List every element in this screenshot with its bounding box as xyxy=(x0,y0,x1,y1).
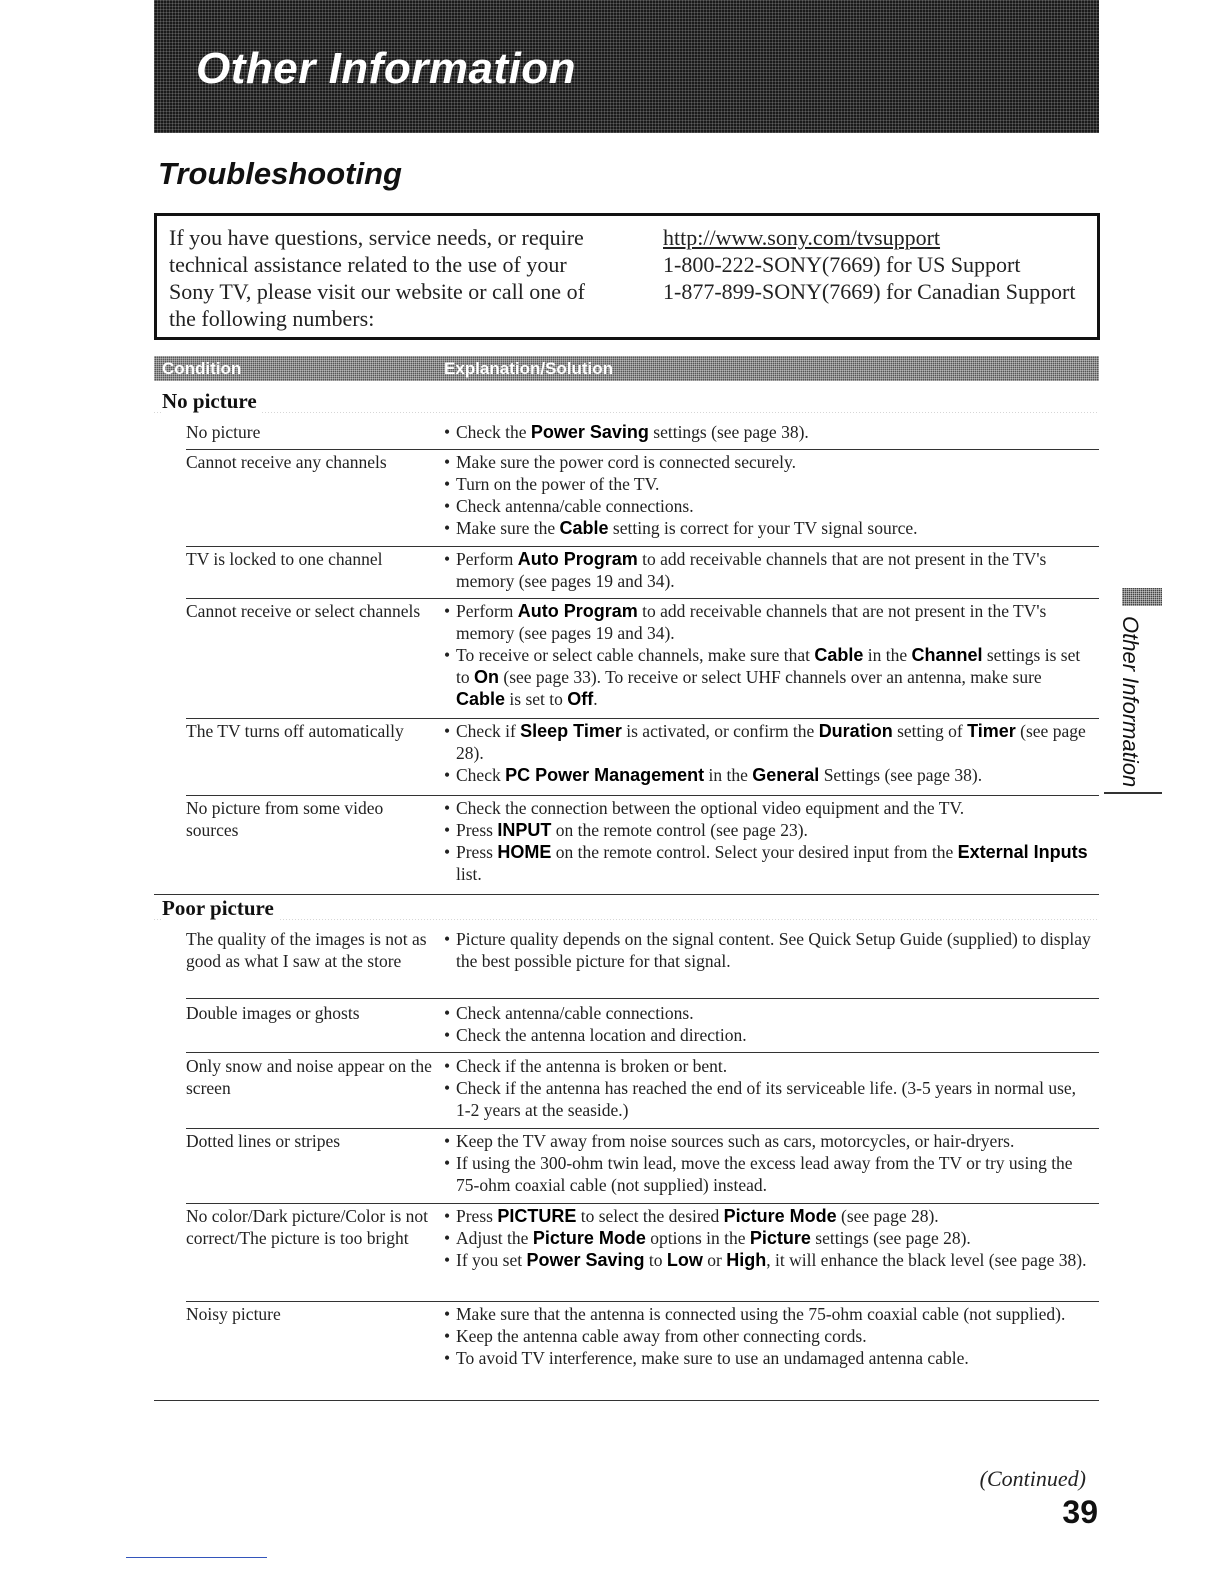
solution-cell xyxy=(442,548,1092,592)
solution-bullet: • Check if the antenna has reached the end of its serviceable life. (3-5 years in normal use, 1-2 years at the seaside.) xyxy=(442,1077,1092,1121)
table-row xyxy=(186,928,1099,999)
solution-bullet: • Make sure the power cord is connected securely. xyxy=(442,451,1092,473)
condition-cell: The TV turns off automatically xyxy=(186,721,404,741)
solution-cell xyxy=(442,1055,1092,1121)
solution-bullet: • Perform Auto Program to add receivable channels that are not present in the TV's memory (see pages 19 and 34). xyxy=(442,548,1092,592)
solution-bullet: • Check the connection between the optional video equipment and the TV. xyxy=(442,797,1092,819)
solution-bullet: • Check antenna/cable connections. xyxy=(442,1002,1092,1024)
category-row xyxy=(154,894,1099,920)
solution-bullet: • To avoid TV interference, make sure to use an undamaged antenna cable. xyxy=(442,1347,1092,1369)
banner-title: Other Information xyxy=(196,44,577,93)
support-intro-line: If you have questions, service needs, or require xyxy=(169,225,584,250)
table-row xyxy=(186,797,1099,892)
side-tab-text: Other Information xyxy=(1118,616,1143,788)
category-label: No picture xyxy=(162,389,261,414)
condition-column-header: Condition xyxy=(162,359,242,378)
solution-cell xyxy=(442,600,1092,710)
condition-cell: No color/Dark picture/Color is not correct/The picture is too bright xyxy=(186,1206,429,1248)
solution-bullet: • Check antenna/cable connections. xyxy=(442,495,1092,517)
table-row xyxy=(186,720,1099,796)
support-intro xyxy=(169,224,629,332)
support-intro-line: the following numbers: xyxy=(169,306,375,331)
table-row xyxy=(186,1130,1099,1204)
table-row xyxy=(186,1205,1099,1302)
solution-bullet: • Make sure that the antenna is connected using the 75-ohm coaxial cable (not supplied). xyxy=(442,1303,1092,1325)
support-intro-line: technical assistance related to the use of your xyxy=(169,252,567,277)
section-rule xyxy=(154,1400,1099,1401)
condition-cell: Only snow and noise appear on the screen xyxy=(186,1056,432,1098)
category-row xyxy=(154,387,1099,413)
support-intro-line: Sony TV, please visit our website or call one of xyxy=(169,279,585,304)
condition-cell: Dotted lines or stripes xyxy=(186,1131,341,1151)
side-tab-marker xyxy=(1122,588,1162,606)
table-row xyxy=(186,1303,1099,1399)
condition-cell: No picture xyxy=(186,422,261,442)
table-row xyxy=(186,548,1099,599)
table-row xyxy=(186,421,1099,450)
condition-cell: Cannot receive any channels xyxy=(186,452,387,472)
condition-cell: Double images or ghosts xyxy=(186,1003,360,1023)
condition-cell: TV is locked to one channel xyxy=(186,549,383,569)
solution-cell xyxy=(442,1002,1092,1046)
solution-bullet: • Press INPUT on the remote control (see page 23). xyxy=(442,819,1092,841)
table-row xyxy=(186,1055,1099,1129)
canada-support-phone: 1-877-899-SONY(7669) for Canadian Support xyxy=(663,279,1076,304)
page-title: Troubleshooting xyxy=(158,156,402,191)
us-support-phone: 1-800-222-SONY(7669) for US Support xyxy=(663,252,1021,277)
solution-bullet: • Check PC Power Management in the General Settings (see page 38). xyxy=(442,764,1092,786)
condition-cell: Cannot receive or select channels xyxy=(186,601,421,621)
solution-cell xyxy=(442,1130,1092,1196)
support-contacts xyxy=(663,224,1093,305)
solution-bullet: • Check if Sleep Timer is activated, or confirm the Duration setting of Timer (see page 28). xyxy=(442,720,1092,764)
solution-bullet: • If using the 300-ohm twin lead, move the excess lead away from the TV or try using the 75-ohm coaxial cable (not supplied) instead. xyxy=(442,1152,1092,1196)
solution-cell xyxy=(442,451,1092,539)
solution-column-header: Explanation/Solution xyxy=(444,359,614,378)
side-tab-rule xyxy=(1104,792,1162,794)
solution-bullet: • Adjust the Picture Mode options in the Picture settings (see page 28). xyxy=(442,1227,1092,1249)
continued-note: (Continued) xyxy=(979,1466,1086,1491)
solution-bullet: • Press PICTURE to select the desired Picture Mode (see page 28). xyxy=(442,1205,1092,1227)
footer-rule xyxy=(126,1557,267,1558)
solution-bullet: • Check if the antenna is broken or bent. xyxy=(442,1055,1092,1077)
solution-bullet: • Keep the antenna cable away from other connecting cords. xyxy=(442,1325,1092,1347)
support-info-box xyxy=(154,213,1100,340)
table-header xyxy=(154,356,1099,381)
solution-bullet: • Turn on the power of the TV. xyxy=(442,473,1092,495)
solution-bullet: • If you set Power Saving to Low or High, it will enhance the black level (see page 38). xyxy=(442,1249,1092,1271)
solution-bullet: • Make sure the Cable setting is correct for your TV signal source. xyxy=(442,517,1092,539)
table-row xyxy=(186,600,1099,719)
solution-cell xyxy=(442,1303,1092,1369)
section-rule xyxy=(154,894,1099,895)
solution-bullet: • Perform Auto Program to add receivable channels that are not present in the TV's memory (see pages 19 and 34). xyxy=(442,600,1092,644)
category-label: Poor picture xyxy=(162,896,278,921)
solution-cell xyxy=(442,928,1092,972)
solution-cell xyxy=(442,720,1092,786)
solution-bullet: • To receive or select cable channels, make sure that Cable in the Channel settings is set to On (see page 33). To receive or select UHF channels over an antenna, make sure Cable is set to Off. xyxy=(442,644,1092,710)
solution-bullet: • Keep the TV away from noise sources such as cars, motorcycles, or hair-dryers. xyxy=(442,1130,1092,1152)
page-number: 39 xyxy=(1062,1494,1098,1530)
condition-cell: No picture from some video sources xyxy=(186,798,384,840)
solution-bullet: • Check the antenna location and direction. xyxy=(442,1024,1092,1046)
solution-bullet: • Picture quality depends on the signal content. See Quick Setup Guide (supplied) to display the best possible picture for that signal. xyxy=(442,928,1092,972)
table-row xyxy=(186,1002,1099,1053)
solution-cell xyxy=(442,421,1092,443)
solution-bullet: • Press HOME on the remote control. Select your desired input from the External Inputs list. xyxy=(442,841,1092,885)
table-row xyxy=(186,451,1099,547)
solution-bullet: • Check the Power Saving settings (see page 38). xyxy=(442,421,1092,443)
support-url-link[interactable]: http://www.sony.com/tvsupport xyxy=(663,225,941,250)
solution-cell xyxy=(442,797,1092,885)
side-tab-label xyxy=(1118,616,1156,788)
condition-cell: Noisy picture xyxy=(186,1304,281,1324)
section-banner xyxy=(154,0,1099,133)
solution-cell xyxy=(442,1205,1092,1271)
condition-cell: The quality of the images is not as good as what I saw at the store xyxy=(186,929,427,971)
